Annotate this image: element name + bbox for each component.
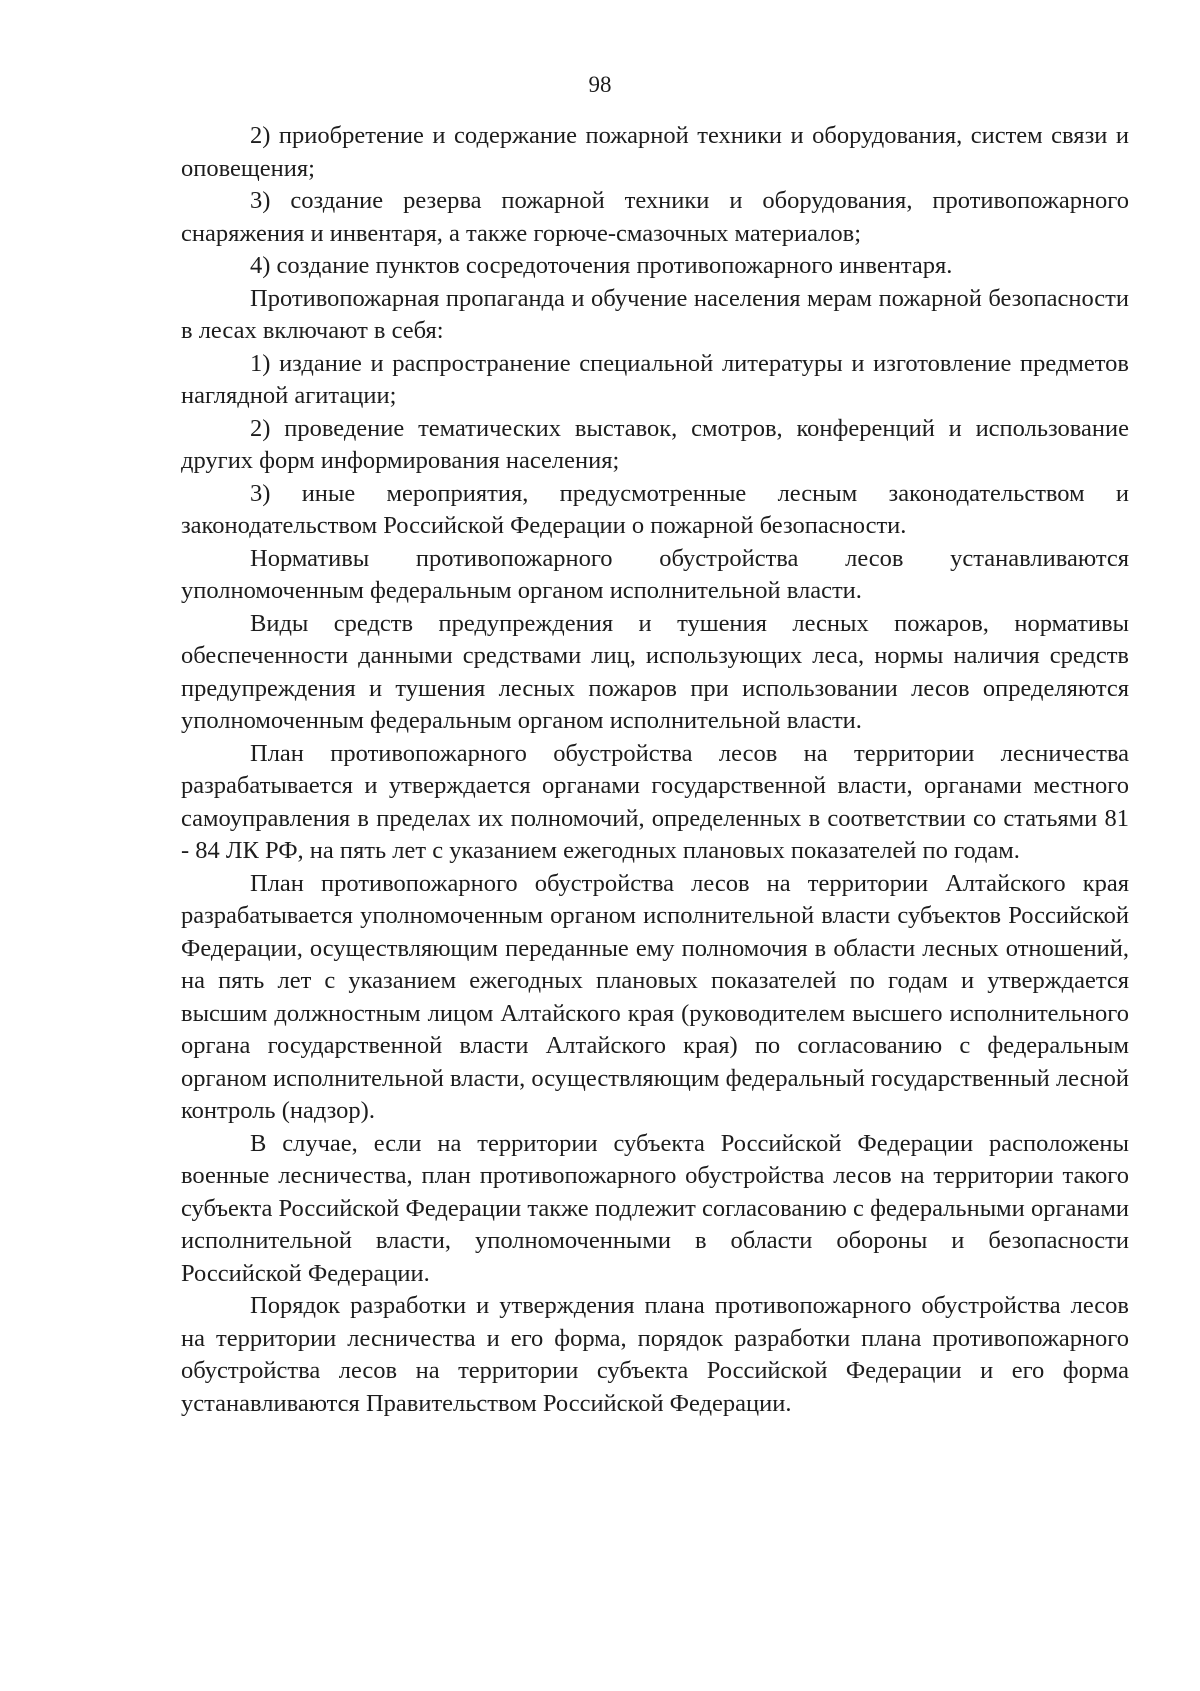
paragraph: В случае, если на территории субъекта Российской Федерации расположены военные лесничества, план противопожарного обустройства лесов на территории такого субъекта Российской Федерации также подлежит согласованию с федеральными органами исполнительной власти, уполномоченными в области обороны и безопасности Российской Федерации. [181, 1129, 1129, 1287]
paragraph: 1) издание и распространение специальной литературы и изготовление предметов наглядной агитации; [181, 349, 1129, 409]
paragraph: План противопожарного обустройства лесов на территории Алтайского края разрабатывается уполномоченным органом исполнительной власти субъектов Российской Федерации, осуществляющим переданные ему полномочия в области лесных отношений, на пять лет с указанием ежегодных плановых показателей по годам и утверждается высшим должностным лицом Алтайского края (руководителем высшего исполнительного органа государственной власти Алтайского края) по согласованию с федеральным органом исполнительной власти, осуществляющим федеральный государственный лесной контроль (надзор). [181, 869, 1129, 1124]
paragraph: Порядок разработки и утверждения плана противопожарного обустройства лесов на территории лесничества и его форма, порядок разработки плана противопожарного обустройства лесов на территории субъекта Российской Федерации и его форма устанавливаются Правительством Российской Федерации. [181, 1292, 1129, 1417]
paragraph: 2) проведение тематических выставок, смотров, конференций и использование других форм информирования населения; [181, 414, 1129, 474]
paragraph: 4) создание пунктов сосредоточения противопожарного инвентаря. [250, 252, 953, 279]
paragraph: План противопожарного обустройства лесов на территории лесничества разрабатывается и утверждается органами государственной власти, органами местного самоуправления в пределах их полномочий, определенных в соответствии со статьями 81 - 84 ЛК РФ, на пять лет с указанием ежегодных плановых показателей по годам. [181, 739, 1129, 864]
document-body [181, 120, 1129, 1420]
paragraph: Нормативы противопожарного обустройства лесов устанавливаются уполномоченным федеральным органом исполнительной власти. [181, 544, 1129, 604]
paragraph: 2) приобретение и содержание пожарной техники и оборудования, систем связи и оповещения; [181, 122, 1129, 182]
page-number: 98 [588, 72, 612, 97]
paragraph: Виды средств предупреждения и тушения лесных пожаров, нормативы обеспеченности данными средствами лиц, использующих леса, нормы наличия средств предупреждения и тушения лесных пожаров при использовании лесов определяются уполномоченным федеральным органом исполнительной власти. [181, 609, 1129, 734]
paragraph: 3) иные мероприятия, предусмотренные лесным законодательством и законодательством Российской Федерации о пожарной безопасности. [181, 479, 1129, 539]
paragraph: 3) создание резерва пожарной техники и оборудования, противопожарного снаряжения и инвентаря, а также горюче-смазочных материалов; [181, 187, 1129, 247]
paragraph: Противопожарная пропаганда и обучение населения мерам пожарной безопасности в лесах включают в себя: [181, 284, 1129, 344]
